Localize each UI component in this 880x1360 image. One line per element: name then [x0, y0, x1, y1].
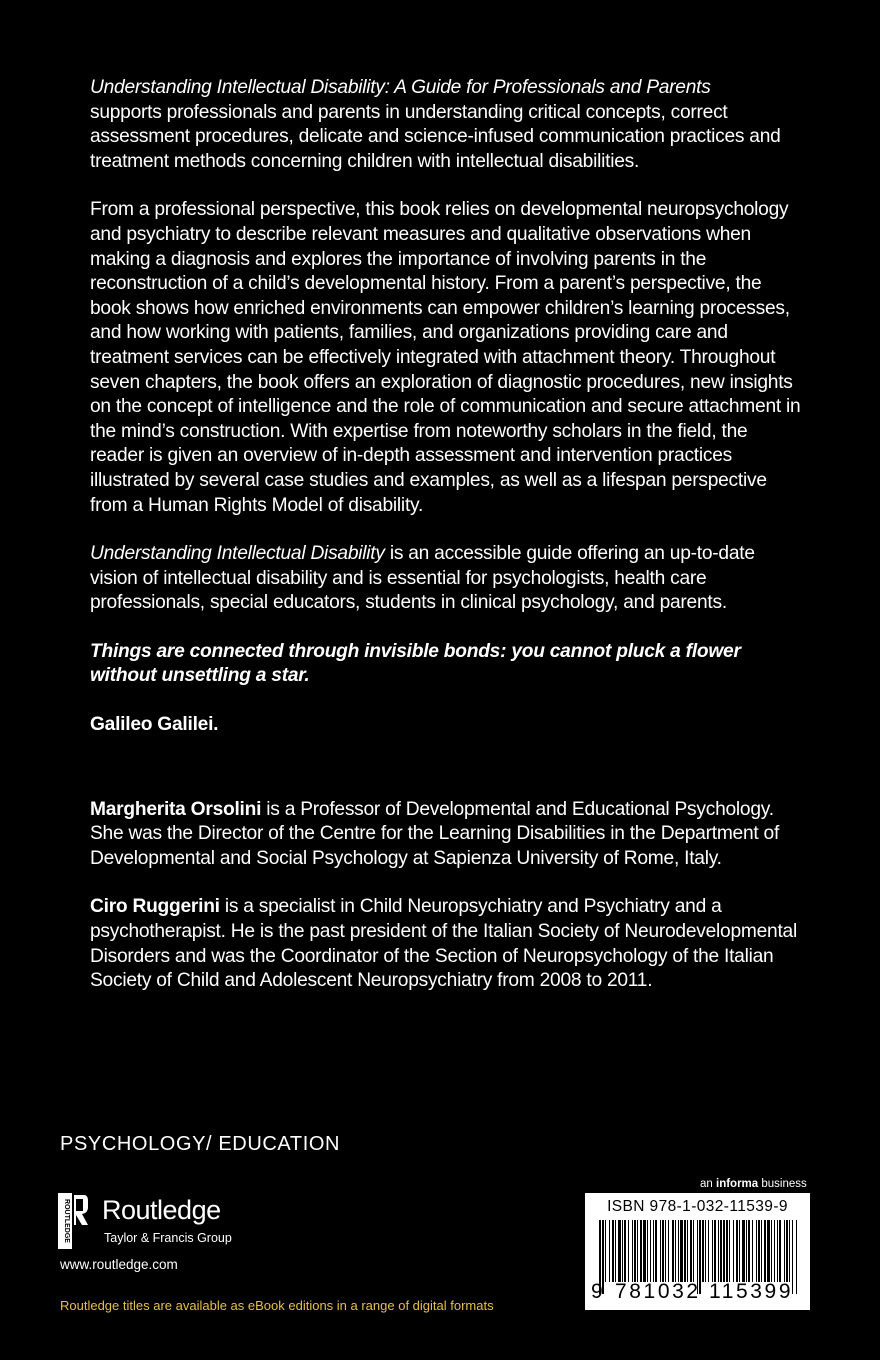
epigraph-quote: Things are connected through invisible bonds: you cannot pluck a flower without unsettling a star.: [90, 640, 741, 687]
barcode-bar: [660, 1220, 661, 1282]
barcode-bar: [637, 1220, 638, 1282]
barcode-bar: [640, 1220, 642, 1282]
barcode-bar: [712, 1220, 713, 1282]
author-bio-text: is a Professor of Developmental and Educational Psychology. She was the Director of the Centre for the Learning Disabilities in the Department of Developmental and Social Psychology at Sapienza University of Rome, Italy.: [90, 798, 780, 869]
barcode-bar: [756, 1220, 757, 1282]
barcode-bar: [708, 1220, 709, 1282]
barcode-bar: [746, 1220, 747, 1282]
barcode-bar: [662, 1220, 664, 1282]
barcode-bar: [758, 1220, 760, 1282]
barcode-bar: [647, 1220, 648, 1282]
barcode-bar: [771, 1220, 772, 1282]
barcode-bar: [675, 1220, 676, 1282]
barcode-bar: [690, 1220, 692, 1282]
barcode-bar: [739, 1220, 740, 1282]
barcode-bar: [726, 1220, 728, 1282]
barcode-bar: [789, 1220, 790, 1282]
logo-mark-text: ROUTLEDGE: [63, 1199, 70, 1243]
barcode-bar: [714, 1220, 716, 1282]
author-bio-2: [90, 895, 802, 993]
isbn-right-group: 115399: [709, 1280, 794, 1303]
author-name: Margherita Orsolini: [90, 798, 262, 820]
barcode-bar: [742, 1220, 745, 1282]
description-text: is an accessible guide offering an up-to-date vision of intellectual disability and is essential for psychologists, health care professionals, special educators, students in clinical psychology, and parents.: [90, 543, 755, 614]
book-title-italic: Understanding Intellectual Disability: A Guide for Professionals and Parents: [90, 77, 711, 98]
publisher-name: Routledge: [102, 1195, 221, 1225]
back-cover-text: [90, 76, 802, 1018]
publisher-group: Taylor & Francis Group: [104, 1231, 232, 1245]
barcode-bar: [779, 1220, 781, 1282]
barcode-bar: [702, 1220, 704, 1282]
routledge-logo-icon: [58, 1193, 88, 1249]
barcode-bar: [736, 1220, 738, 1282]
book-title-italic: Understanding Intellectual Disability: [90, 543, 385, 565]
barcode-bar: [622, 1220, 623, 1282]
barcode-bar: [609, 1220, 610, 1282]
barcode-bar: [774, 1220, 775, 1282]
barcode-bar: [687, 1220, 688, 1282]
barcode-bar: [720, 1220, 722, 1282]
barcode-bar: [672, 1220, 674, 1282]
ebook-note: Routledge titles are available as eBook editions in a range of digital formats: [60, 1298, 494, 1313]
author-bio-text: is a specialist in Child Neuropsychiatry and Psychiatry and a psychotherapist. He is the past president of the Italian Society of Neurodevelopmental Disorders and was the Coordinator of the Section of Neuropsychology of the Italian Society of Child and Adolescent Neuropsychiatry from 2008 to 2011.: [90, 896, 797, 992]
publisher-logo: [58, 1193, 298, 1253]
isbn-left-group: 781032: [615, 1280, 701, 1303]
barcode-bar: [718, 1220, 719, 1282]
barcode-bar: [748, 1220, 750, 1282]
barcode-bar: [655, 1220, 657, 1282]
barcode-bar: [786, 1220, 788, 1282]
barcode-bar: [733, 1220, 734, 1282]
barcode-bar: [612, 1220, 614, 1282]
description-paragraph-2: From a professional perspective, this book relies on developmental neuropsychology and psychiatry to describe relevant measures and qualitative observations when making a diagnosis and explores the importance of involving parents in the reconstruction of a child’s developmental history. From a parent’s perspective, the book shows how enriched environments can empower children’s learning processes, and how working with patients, families, and organizations providing care and treatment services can be effectively integrated with attachment theory. Throughout seven chapters, the book offers an exploration of diagnostic procedures, new insights on the concept of intelligence and the role of communication and secure attachment in the mind’s construction. With expertise from noteworthy scholars in the field, the reader is given an overview of in-depth assessment and intervention practices illustrated by several case studies and examples, as well as a lifespan perspective from a Human Rights Model of disability.: [90, 199, 801, 516]
barcode-bar: [624, 1220, 626, 1282]
barcode-bar: [784, 1220, 785, 1282]
barcode-bar: [705, 1220, 706, 1282]
barcode-bar: [684, 1220, 686, 1282]
barcode-bar: [752, 1220, 753, 1282]
barcode-bar: [605, 1220, 606, 1282]
barcode-bar: [668, 1220, 669, 1282]
barcode-bar: [665, 1220, 666, 1282]
barcode-bar: [618, 1220, 621, 1282]
barcode-bar: [643, 1220, 646, 1282]
barcode-bar: [615, 1220, 616, 1282]
barcode-bar: [650, 1220, 651, 1282]
barcode-bar: [777, 1220, 778, 1282]
barcode-bar: [764, 1220, 766, 1282]
barcode-bar: [761, 1220, 762, 1282]
barcode-bar: [693, 1220, 694, 1282]
isbn-barcode: [585, 1193, 810, 1310]
barcode-bar: [680, 1220, 683, 1282]
isbn-first-digit: 9: [591, 1280, 604, 1303]
isbn-label: ISBN 978-1-032-11539-9: [607, 1198, 788, 1215]
barcode-bar: [729, 1220, 730, 1282]
barcode-bar: [628, 1220, 629, 1282]
subject-category: PSYCHOLOGY/ EDUCATION: [60, 1133, 341, 1155]
author-name: Ciro Ruggerini: [90, 896, 220, 918]
barcode-bar: [634, 1220, 636, 1282]
barcode-bar: [796, 1220, 797, 1294]
epigraph-author: Galileo Galilei.: [90, 714, 219, 736]
barcode-bar: [767, 1220, 770, 1282]
barcode-bar: [678, 1220, 679, 1282]
barcode-bar: [723, 1220, 725, 1282]
informa-business-label: an informa business: [700, 1178, 807, 1190]
description-paragraph-3: [90, 542, 802, 616]
description-paragraph-1: [90, 76, 802, 174]
barcode-bar: [653, 1220, 654, 1282]
author-bio-1: [90, 798, 802, 872]
description-text: supports professionals and parents in understanding critical concepts, correct assessment procedures, delicate and science-infused communication practices and treatment methods concerning children with intellectual disabilities.: [90, 101, 781, 172]
barcode-bar: [632, 1220, 633, 1282]
publisher-website: www.routledge.com: [60, 1257, 178, 1272]
